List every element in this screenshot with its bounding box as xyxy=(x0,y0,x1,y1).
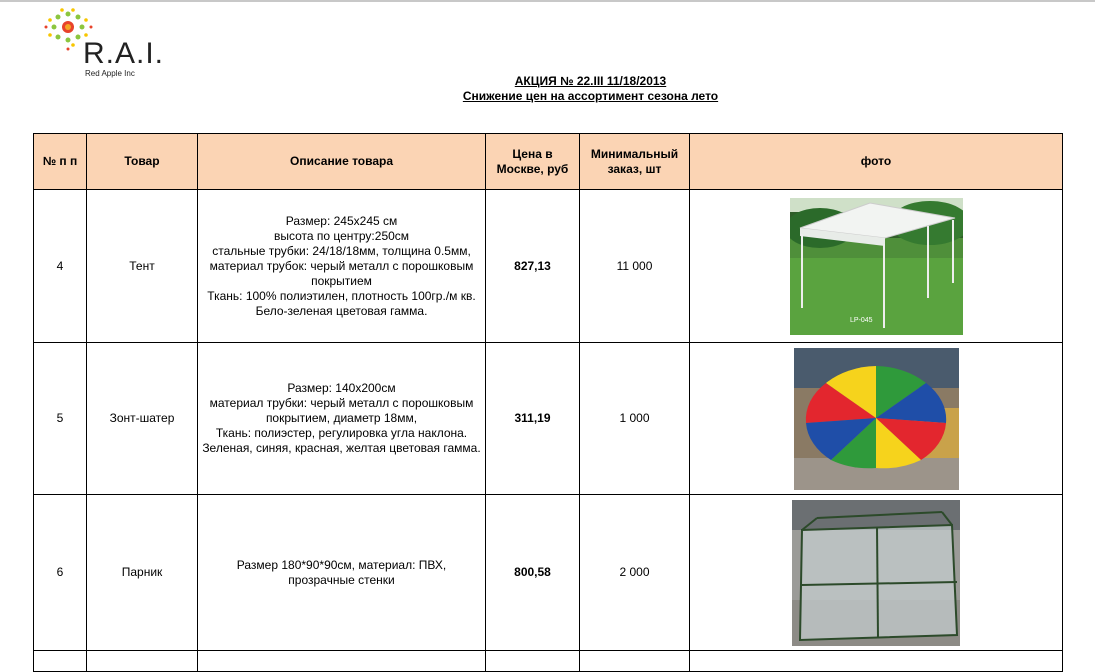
row-description: Размер: 140х200см материал трубки: черый металл с порошковым покрытием, диаметр 18мм, Ткань: полиэстер, регулировка угла наклона. Зеленая, синяя, красная, желтая цветовая гамма. xyxy=(198,343,486,495)
tent-photo xyxy=(790,198,963,335)
table-row-partial xyxy=(34,651,1063,672)
price-table xyxy=(33,133,1063,672)
row-price: 311,19 xyxy=(486,343,580,495)
row-min-order: 11 000 xyxy=(580,190,690,343)
table-row xyxy=(34,190,1063,343)
table-header-row xyxy=(34,134,1063,190)
photo-label: LP-045 xyxy=(849,316,873,324)
row-min-order: 1 000 xyxy=(580,343,690,495)
promo-subtitle: Снижение цен на ассортимент сезона лето xyxy=(462,89,719,103)
greenhouse-photo xyxy=(792,500,960,646)
logo-name: R.A.I. xyxy=(83,37,165,70)
row-num: 5 xyxy=(34,343,87,495)
row-photo xyxy=(690,343,1063,495)
row-num: 4 xyxy=(34,190,87,343)
col-header-num: № п п xyxy=(34,134,87,190)
table-row xyxy=(34,343,1063,495)
col-header-product: Товар xyxy=(87,134,198,190)
row-description: Размер: 245х245 см высота по центру:250см стальные трубки: 24/18/18мм, толщина 0.5мм, материал трубок: черый металл с порошковым покрытием Ткань: 100% полиэтилен, плотность 100гр./м кв. Бело-зеленая цветовая гамма. xyxy=(198,190,486,343)
table-row xyxy=(34,495,1063,651)
logo-subtitle: Red Apple Inc xyxy=(85,69,135,78)
row-price: 800,58 xyxy=(486,495,580,651)
col-header-description: Описание товара xyxy=(198,134,486,190)
row-price: 827,13 xyxy=(486,190,580,343)
top-border xyxy=(0,0,1095,2)
row-photo xyxy=(690,190,1063,343)
promo-title: АКЦИЯ № 22.III 11/18/2013 xyxy=(514,74,667,88)
row-product: Парник xyxy=(87,495,198,651)
col-header-min-order: Минимальный заказ, шт xyxy=(580,134,690,190)
row-min-order: 2 000 xyxy=(580,495,690,651)
row-num: 6 xyxy=(34,495,87,651)
row-photo xyxy=(690,495,1063,651)
col-header-price: Цена в Москве, руб xyxy=(486,134,580,190)
umbrella-photo xyxy=(794,348,959,490)
col-header-photo: фото xyxy=(690,134,1063,190)
row-product: Тент xyxy=(87,190,198,343)
row-description: Размер 180*90*90см, материал: ПВХ, прозрачные стенки xyxy=(198,495,486,651)
logo xyxy=(33,5,179,83)
row-product: Зонт-шатер xyxy=(87,343,198,495)
